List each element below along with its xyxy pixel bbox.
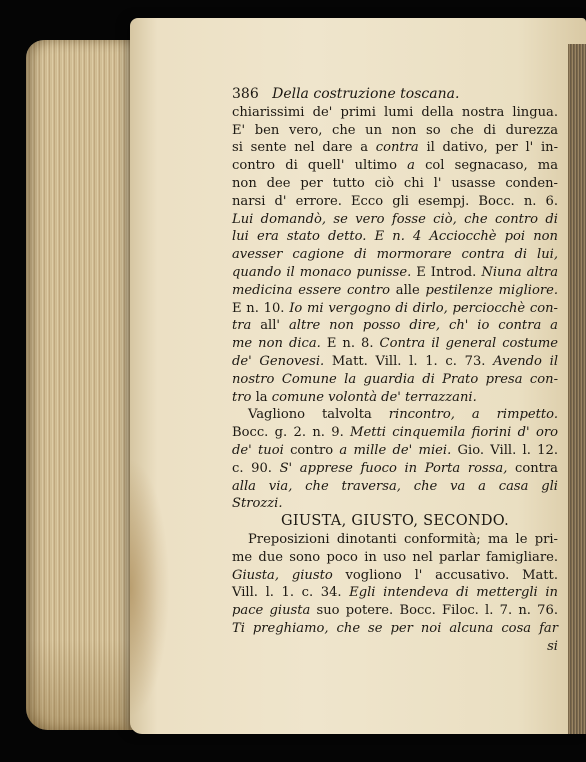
text-line: Preposizioni dinotanti conformità; ma le pri-: [248, 531, 558, 547]
text-line: me non dica. E n. 8. Contra il general costume: [232, 336, 558, 352]
paragraph-1: [232, 104, 558, 407]
text-line: tra all' altre non posso dire, ch' io contra a: [232, 318, 558, 334]
text-line: chiarissimi de' primi lumi della nostra lingua.: [232, 104, 558, 120]
text-line: Vagliono talvolta rincontro, a rimpetto.: [248, 407, 558, 423]
running-title: Della costruzione toscana.: [272, 86, 460, 102]
paragraph-3: [232, 531, 558, 638]
text-line: narsi d' errore. Ecco gli esempj. Bocc. n. 6.: [232, 193, 558, 209]
text-line: de' tuoi contro a mille de' miei. Gio. Vill. l. 12.: [232, 442, 558, 458]
text-line: nostro Comune la guardia di Prato presa con-: [232, 371, 558, 387]
text-line: medicina essere contro alle pestilenze migliore.: [232, 282, 558, 298]
section-heading: GIUSTA, GIUSTO, SECONDO.: [280, 513, 510, 530]
page-number: 386: [232, 86, 259, 102]
page-text: [232, 86, 558, 656]
text-line: E' ben vero, che un non so che di durezza: [232, 122, 558, 138]
text-line: tro la comune volontà de' terrazzani.: [232, 389, 477, 405]
text-line: contro di quell' ultimo a col segnacaso, ma: [232, 158, 558, 174]
text-line: pace giusta suo potere. Bocc. Filoc. l. 7. n. 76.: [232, 603, 558, 619]
text-line: Bocc. g. 2. n. 9. Metti cinquemila fiorini d' oro: [232, 425, 558, 441]
text-line: Vill. l. 1. c. 34. Egli intendeva di mettergli in: [232, 585, 558, 601]
text-line: alla via, che traversa, che va a casa gli: [232, 478, 558, 494]
running-header: [232, 86, 558, 104]
text-line: c. 90. S' apprese fuoco in Porta rossa, contra: [232, 460, 558, 476]
text-line: lui era stato detto. E n. 4 Acciocchè poi non: [232, 229, 558, 245]
text-line: avesser cagione di mormorare contra di lui,: [232, 247, 558, 263]
text-line: de' Genovesi. Matt. Vill. l. 1. c. 73. Avendo il: [232, 353, 559, 369]
text-line: me due sono poco in uso nel parlar famigliare.: [232, 549, 558, 565]
text-line: quando il monaco punisse. E Introd. Niuna altra: [232, 264, 558, 280]
paragraph-2: [232, 406, 558, 513]
facing-page-edge: [568, 44, 586, 734]
catchword: si: [547, 638, 558, 654]
text-line: Ti preghiamo, che se per noi alcuna cosa far: [232, 620, 558, 636]
text-line: E n. 10. Io mi vergogno di dirlo, perciocchè con-: [232, 300, 558, 316]
text-line: Lui domandò, se vero fosse ciò, che contro di: [232, 211, 558, 227]
text-line: Giusta, giusto vogliono l' accusativo. Matt.: [232, 567, 558, 583]
text-line: Strozzi.: [232, 496, 283, 512]
text-line: non dee per tutto ciò chi l' usasse conden-: [232, 175, 558, 191]
text-line: si sente nel dare a contra il dativo, per l' in-: [232, 140, 558, 156]
